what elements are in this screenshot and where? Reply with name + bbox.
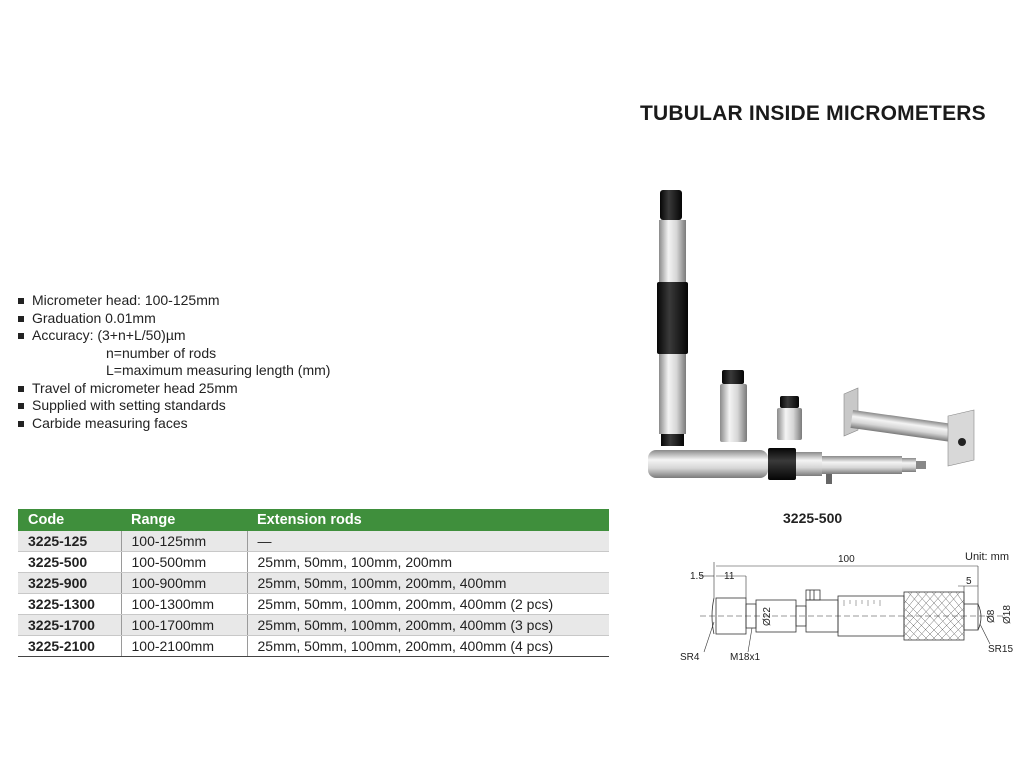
label-sr4: SR4 bbox=[680, 652, 700, 663]
leader-lines bbox=[704, 622, 990, 652]
label-thread: M18x1 bbox=[730, 652, 761, 663]
cell-code: 3225-900 bbox=[18, 573, 121, 594]
cell-code: 3225-1300 bbox=[18, 594, 121, 615]
dim-total: 100 bbox=[838, 554, 855, 565]
extension-rod-long bbox=[657, 190, 688, 446]
bullet-icon bbox=[18, 333, 24, 339]
bullet-icon bbox=[18, 403, 24, 409]
table-header-row bbox=[18, 509, 609, 531]
micrometer-head bbox=[648, 448, 926, 484]
product-photo bbox=[628, 180, 1024, 490]
accuracy-note: L=maximum measuring length (mm) bbox=[106, 362, 331, 378]
dia-8: Ø8 bbox=[986, 609, 997, 623]
dim-right: 5 bbox=[966, 576, 972, 587]
column-header-range: Range bbox=[121, 509, 247, 531]
cell-range: 100-500mm bbox=[121, 552, 247, 573]
cell-range: 100-125mm bbox=[121, 531, 247, 552]
feature-item: Graduation 0.01mm bbox=[18, 310, 330, 328]
cell-range: 100-1300mm bbox=[121, 594, 247, 615]
column-header-extension-rods: Extension rods bbox=[247, 509, 609, 531]
feature-item: Supplied with setting standards bbox=[18, 397, 330, 415]
table-row bbox=[18, 573, 609, 594]
cell-extension-rods: 25mm, 50mm, 100mm, 200mm, 400mm (2 pcs) bbox=[247, 594, 609, 615]
setting-standard bbox=[844, 388, 974, 466]
cell-code: 3225-125 bbox=[18, 531, 121, 552]
column-header-code: Code bbox=[18, 509, 121, 531]
spec-table bbox=[18, 509, 609, 657]
label-sr15: SR15 bbox=[988, 644, 1014, 655]
technical-drawing bbox=[660, 548, 1024, 668]
dia-18: Ø18 bbox=[1002, 605, 1013, 624]
table-row bbox=[18, 615, 609, 636]
table-row bbox=[18, 531, 609, 552]
extension-rod-medium bbox=[720, 370, 747, 442]
graduation-marks bbox=[844, 600, 880, 606]
cell-extension-rods: 25mm, 50mm, 100mm, 200mm, 400mm bbox=[247, 573, 609, 594]
dim-left: 1.5 bbox=[690, 571, 704, 582]
dia-22: Ø22 bbox=[762, 607, 773, 626]
cell-extension-rods: 25mm, 50mm, 100mm, 200mm, 400mm (4 pcs) bbox=[247, 636, 609, 657]
cell-extension-rods: 25mm, 50mm, 100mm, 200mm, 400mm (3 pcs) bbox=[247, 615, 609, 636]
bullet-icon bbox=[18, 386, 24, 392]
bullet-icon bbox=[18, 298, 24, 304]
unit-label: Unit: mm bbox=[965, 551, 1009, 563]
cell-range: 100-2100mm bbox=[121, 636, 247, 657]
cell-range: 100-900mm bbox=[121, 573, 247, 594]
feature-item: Travel of micrometer head 25mm bbox=[18, 380, 330, 398]
accuracy-note: n=number of rods bbox=[106, 344, 217, 361]
feature-item: Carbide measuring faces bbox=[18, 415, 330, 433]
feature-item: Accuracy: (3+n+L/50)µm bbox=[18, 327, 330, 345]
cell-code: 3225-1700 bbox=[18, 615, 121, 636]
dim-left-2: 11 bbox=[724, 571, 735, 582]
cell-range: 100-1700mm bbox=[121, 615, 247, 636]
page-title: TUBULAR INSIDE MICROMETERS bbox=[640, 102, 986, 125]
extension-rod-short bbox=[777, 396, 802, 440]
cell-extension-rods: — bbox=[247, 531, 609, 552]
table-row bbox=[18, 636, 609, 657]
drawing-outline bbox=[700, 590, 1004, 640]
photo-caption: 3225-500 bbox=[783, 510, 843, 526]
table-row bbox=[18, 552, 609, 573]
table-row bbox=[18, 594, 609, 615]
feature-item: Micrometer head: 100-125mm bbox=[18, 292, 330, 310]
bullet-icon bbox=[18, 421, 24, 427]
feature-list bbox=[18, 292, 330, 432]
cell-extension-rods: 25mm, 50mm, 100mm, 200mm bbox=[247, 552, 609, 573]
cell-code: 3225-500 bbox=[18, 552, 121, 573]
cell-code: 3225-2100 bbox=[18, 636, 121, 657]
bullet-icon bbox=[18, 316, 24, 322]
